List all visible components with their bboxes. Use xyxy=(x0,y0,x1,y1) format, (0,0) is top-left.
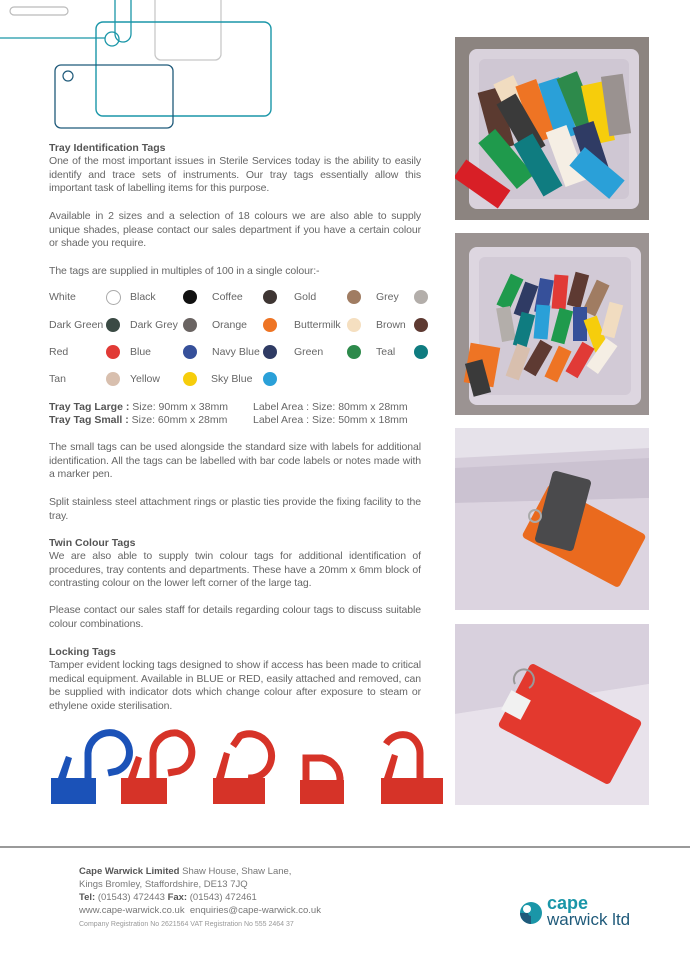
tray-tags-title: Tray Identification Tags xyxy=(49,142,166,154)
red-locking-tag-1 xyxy=(121,733,192,804)
footer-divider xyxy=(0,846,690,848)
colour-swatch-green xyxy=(347,345,361,359)
footer-registration: Company Registration No 2621564 VAT Registration No 555 2464 37 xyxy=(79,921,294,928)
colour-label: Red xyxy=(49,346,69,358)
small-tags-text: The small tags can be used alongside the standard size with labels for additional identification. All the tags can be labelled with bar code labels or notes made with a marker pen. xyxy=(49,441,421,481)
rings-text: Split stainless steel attachment rings or plastic ties provide the fixing facility to the tray. xyxy=(49,496,421,522)
logo-mark-icon xyxy=(519,900,543,926)
colour-label: Teal xyxy=(376,346,396,358)
blue-locking-tag xyxy=(51,733,129,804)
colour-swatch-white xyxy=(106,290,121,305)
colour-swatch-grey xyxy=(414,290,428,304)
colour-label: Brown xyxy=(376,319,406,331)
tray-tags-supply: The tags are supplied in multiples of 100 in a single colour:- xyxy=(49,265,320,277)
footer-address2: Kings Bromley, Staffordshire, DE13 7JQ xyxy=(79,879,248,890)
colour-swatch-orange xyxy=(263,318,277,332)
photo-tray-large-tags xyxy=(455,37,649,220)
colour-swatch-dark-grey xyxy=(183,318,197,332)
colour-swatch-teal xyxy=(414,345,428,359)
red-locking-tag-3 xyxy=(300,758,344,804)
footer-tel-label: Tel: xyxy=(79,892,96,903)
header-tag-graphic xyxy=(0,0,290,135)
footer-website-link[interactable]: www.cape-warwick.co.uk xyxy=(79,905,185,916)
twin-tags-contact: Please contact our sales staff for details regarding colour tags to discuss suitable colour combinations. xyxy=(49,604,421,630)
colour-label: Green xyxy=(294,346,324,358)
colour-label: Tan xyxy=(49,373,66,385)
colour-swatch-sky-blue xyxy=(263,372,277,386)
spec-large-label: Tray Tag Large : xyxy=(49,401,130,413)
locking-tags-text: Tamper evident locking tags designed to show if access has been made to critical medical equipment. Available in BLUE or RED, easily attached and removed, can be supplied with indicator dots which change colour after exposure to steam or ethylene oxide sterilisation. xyxy=(49,659,421,712)
photo-twin-colour-tag xyxy=(455,428,649,610)
spec-small-size: Size: 60mm x 28mm xyxy=(131,414,228,426)
colour-label: Buttermilk xyxy=(294,319,341,331)
colour-label: Grey xyxy=(376,291,399,303)
tray-tags-intro: One of the most important issues in Sterile Services today is the ability to easily identify and trace sets of instruments. Our tray tags essentially allow this important task of labelling items for this purpose. xyxy=(49,155,421,195)
footer-fax-label: Fax: xyxy=(167,892,188,903)
locking-tags-illustration xyxy=(48,728,448,808)
colour-swatch-tan xyxy=(106,372,120,386)
photo-red-locking-tag xyxy=(455,624,649,805)
colour-swatch-buttermilk xyxy=(347,318,361,332)
colour-row-4 xyxy=(49,371,434,387)
colour-row-1 xyxy=(49,289,434,305)
footer-web-line xyxy=(79,905,321,916)
photo-tray-small-tags xyxy=(455,233,649,415)
colour-swatch-yellow xyxy=(183,372,197,386)
twin-tags-title: Twin Colour Tags xyxy=(49,537,136,549)
red-locking-tag-4 xyxy=(381,735,443,804)
spec-large-size: Size: 90mm x 38mm xyxy=(132,401,228,413)
logo-text-cape: cape xyxy=(547,893,589,913)
cape-warwick-logo xyxy=(519,894,659,934)
colour-swatch-navy-blue xyxy=(263,345,277,359)
colour-label: Coffee xyxy=(212,291,243,303)
colour-swatch-black xyxy=(183,290,197,304)
colour-swatch-blue xyxy=(183,345,197,359)
colour-swatch-coffee xyxy=(263,290,277,304)
colour-label: Black xyxy=(130,291,156,303)
footer-phone-line xyxy=(79,892,257,903)
colour-swatch-red xyxy=(106,345,120,359)
red-locking-tag-2 xyxy=(213,734,272,804)
spec-small xyxy=(49,414,227,426)
colour-label: Gold xyxy=(294,291,317,303)
logo-text-warwick: warwick ltd xyxy=(547,910,631,929)
footer-company: Cape Warwick Limited xyxy=(79,866,180,877)
spec-small-label: Tray Tag Small : xyxy=(49,414,129,426)
footer-email-link[interactable]: enquiries@cape-warwick.co.uk xyxy=(189,905,321,916)
colour-label: Blue xyxy=(130,346,152,358)
colour-label: Orange xyxy=(212,319,248,331)
twin-tags-text: We are also able to supply twin colour tags for additional identification of procedures, tray contents and departments. These have a 20mm x 6mm block of contrasting colour on the lower left corner of the large tag. xyxy=(49,550,421,590)
footer-tel: (01543) 472443 xyxy=(97,892,165,903)
colour-row-3 xyxy=(49,344,434,360)
footer-fax: (01543) 472461 xyxy=(189,892,257,903)
colour-label: White xyxy=(49,291,76,303)
colour-row-2 xyxy=(49,317,434,333)
locking-tags-title: Locking Tags xyxy=(49,646,116,658)
spec-large xyxy=(49,401,228,413)
colour-swatch-gold xyxy=(347,290,361,304)
spec-small-area: Label Area : Size: 50mm x 18mm xyxy=(253,414,408,426)
colour-label: Yellow xyxy=(130,373,160,385)
colour-swatch-dark-green xyxy=(106,318,120,332)
colour-label: Dark Green xyxy=(49,319,104,331)
footer-address1: Shaw House, Shaw Lane, xyxy=(182,866,292,877)
colour-label: Sky Blue xyxy=(211,373,253,385)
tray-tags-availability: Available in 2 sizes and a selection of 18 colours we are also able to supply unique shades, please contact our sales department if you have a certain colour or shade you require. xyxy=(49,210,421,250)
spec-large-area: Label Area : Size: 80mm x 28mm xyxy=(253,401,408,413)
colour-swatch-brown xyxy=(414,318,428,332)
colour-label: Dark Grey xyxy=(130,319,178,331)
colour-label: Navy Blue xyxy=(212,346,260,358)
footer-address-line-1 xyxy=(79,866,291,877)
